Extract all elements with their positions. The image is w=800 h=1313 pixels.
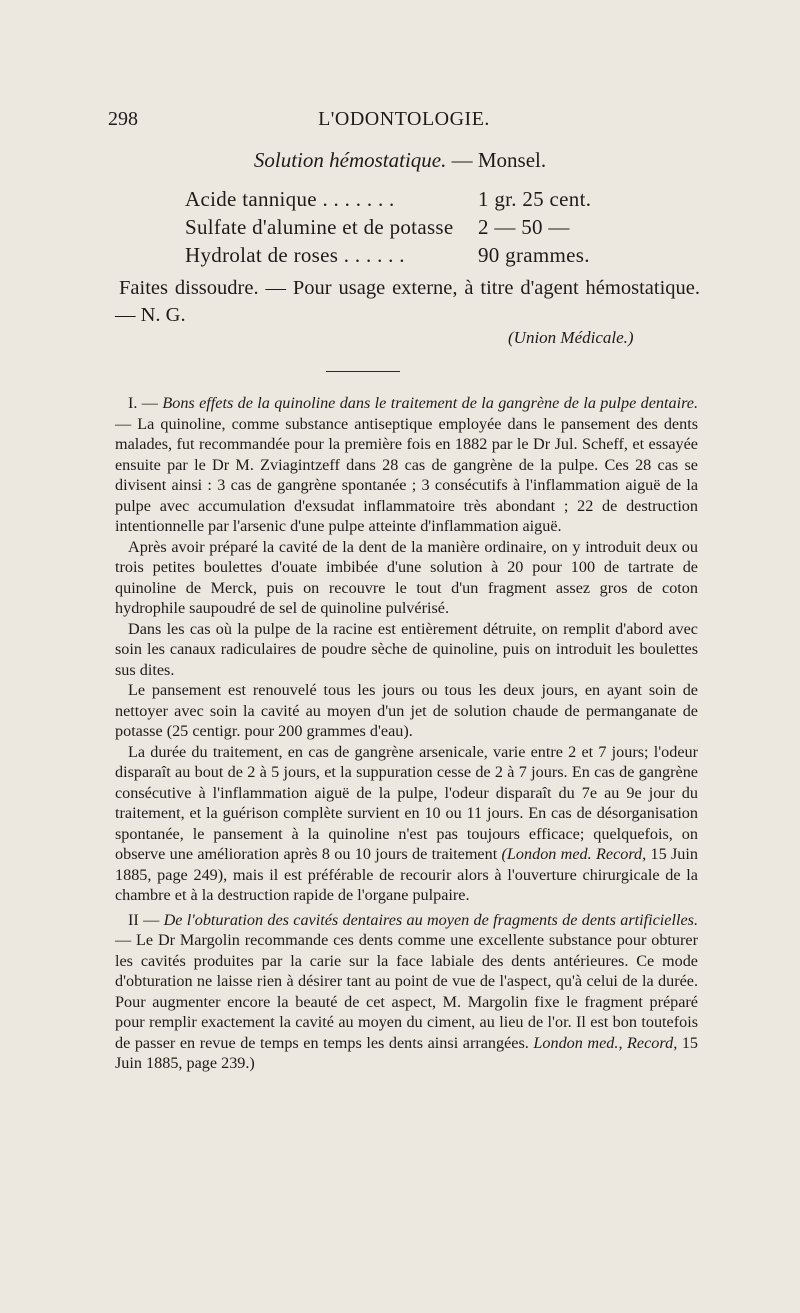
article-1-paragraph: Dans les cas où la pulpe de la racine est entièrement détruite, on remplit d'abord avec soin les canaux radiculaires de poudre sèche de quinoline, puis on introduit les boulettes sus dites.: [115, 619, 698, 679]
formula-title-author: — Monsel.: [446, 148, 547, 172]
article-1-text: — La quinoline, comme substance antiseptique employée dans le pansement des dents malades, fut recommandée pour la première fois en 1882 par le Dr Jul. Scheff, et essayée ensuite par le Dr M. Zviagintzeff dans 28 cas de gangrène de la pulpe. Ces 28 cas se divisent ainsi : 3 cas de gangrène spontanée ; 3 consécutifs à l'inflammation aiguë de la pulpe avec accumulation d'exsudat inflammatoire très abondant ; 22 de destruction intentionnelle par l'arsenic d'une pulpe atteinte d'inflammation aiguë.: [115, 414, 698, 535]
page-header: [108, 108, 700, 138]
article-1-text: 15 Juin 1885, page 249), mais il est préférable de recourir alors à l'ouverture chirurgicale de la chambre et à la destruction rapide de l'organe pulpaire.: [115, 845, 698, 904]
article-2-citation: London med., Record,: [533, 1033, 678, 1052]
article-2-citation-tail: 15 Juin 1885, page 239.): [115, 1033, 698, 1072]
formula-ingredient: Sulfate d'alumine et de potasse: [185, 215, 454, 239]
formula-ingredient: Acide tannique . . . . . . .: [185, 187, 395, 211]
article-1-text: La durée du traitement, en cas de gangrène arsenicale, varie entre 2 et 7 jours; l'odeur disparaît au bout de 2 à 5 jours, et la suppuration cesse de 2 à 7 jours. En cas de gangrène consécutive à l'inflammation aiguë de la pulpe, l'odeur disparaît du 7e au 9e jour du traitement, et la guérison complète survient en 10 ou 11 jours. En cas de désorganisation spontanée, le pansement à la quinoline n'est pas toujours efficace; quelquefois, on observe une amélioration après 8 ou 10 jours de traitement: [115, 742, 698, 863]
formula-title: [0, 148, 800, 173]
article-1-citation: (London med. Record,: [501, 845, 647, 863]
section-divider: [326, 371, 400, 372]
article-2-numeral: II —: [128, 910, 164, 929]
article-1-paragraph: Le pansement est renouvelé tous les jours ou tous les deux jours, en ayant soin de nettoyer avec soin la cavité au moyen d'un jet de solution chaude de permanganate de potasse (25 centigr. pour 200 grammes d'eau).: [115, 681, 698, 740]
formula-quantity: 2 — 50 —: [478, 215, 570, 239]
article-1-paragraph: [115, 742, 698, 906]
article-1-paragraph: Après avoir préparé la cavité de la dent de la manière ordinaire, on y introduit deux ou trois petites boulettes d'ouate imbibée d'une solution à 20 pour 100 de tartrate de quinoline de Merck, puis on recouvre le tout d'un fragment assez gros de coton hydrophile saupoudré de sel de quinoline pulvérisé.: [115, 537, 698, 617]
formula-row: [185, 187, 665, 215]
article-1-paragraph: [115, 393, 698, 537]
formula-ingredient: Hydrolat de roses . . . . . .: [185, 243, 405, 267]
article-1-title: Bons effets de la quinoline dans le traitement de la gangrène de la pulpe dentaire.: [162, 394, 699, 412]
article-2-paragraph: [115, 910, 698, 1074]
formula-instructions: Faites dissoudre. — Pour usage externe, à titre d'agent hémostatique. — N. G.: [115, 277, 700, 326]
article-2-title: De l'obturation des cavités dentaires au moyen de fragments de dents artificielles.: [163, 910, 699, 929]
formula-quantity: 1 gr. 25 cent.: [478, 187, 592, 211]
page-number: 298: [108, 108, 138, 130]
article-1-numeral: I. —: [128, 394, 163, 412]
formula-row: [185, 215, 665, 243]
running-title: L'ODONTOLOGIE.: [318, 108, 490, 130]
formula-title-italic: Solution hémostatique.: [253, 148, 447, 172]
formula-attribution: (Union Médicale.): [508, 328, 634, 347]
article-body: [115, 393, 698, 1074]
article-2-text: — Le Dr Margolin recommande ces dents comme une excellente substance pour obturer les cavités produites par la carie sur la face labiale des dents antérieures. Ce mode d'obturation ne laisse rien à désirer tant au point de vue de l'aspect, qu'à celui de la durée. Pour augmenter encore la beauté de cet aspect, M. Margolin fixe le fragment préparé pour remplir exactement la cavité au moyen du ciment, au lieu de l'or. Il est bon toutefois de passer en revue de temps en temps les dents ainsi arrangées.: [115, 931, 698, 1052]
formula-row: [185, 243, 665, 271]
formula-quantity: 90 grammes.: [478, 243, 590, 267]
